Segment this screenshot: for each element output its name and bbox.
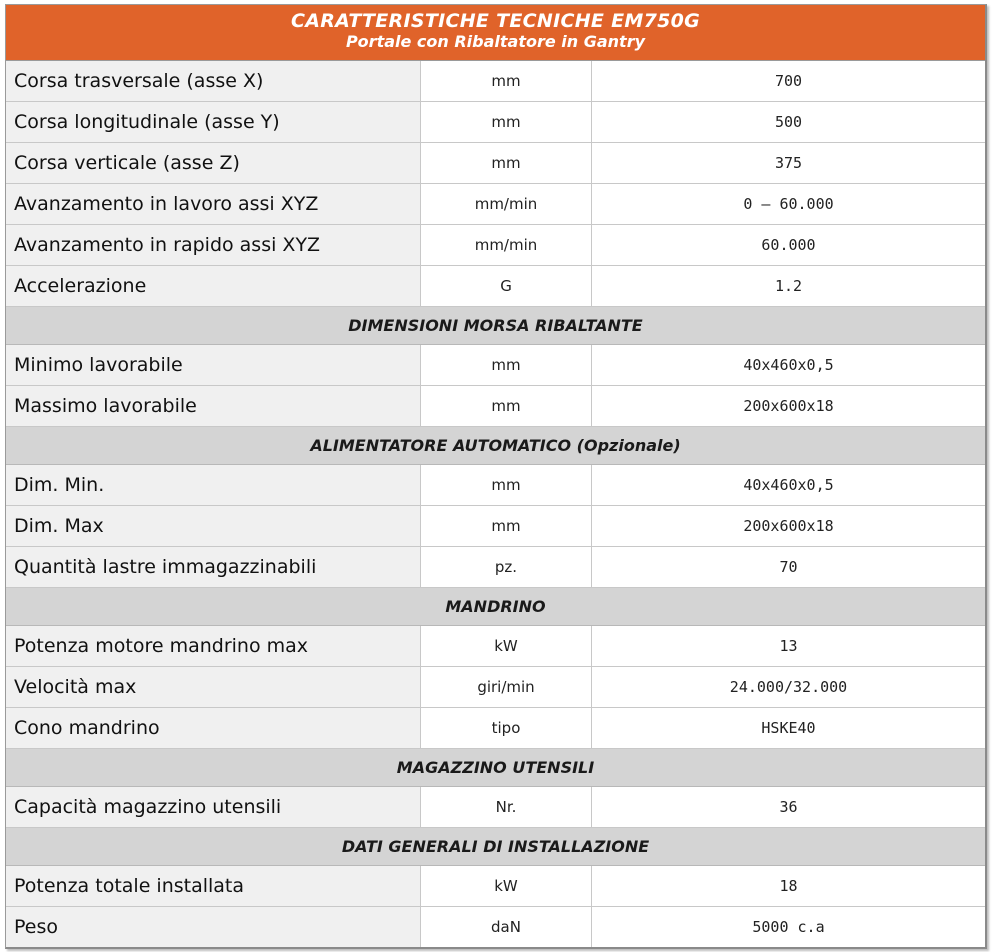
spec-label: Dim. Min. [6,465,421,506]
spec-unit: mm [421,102,592,143]
spec-row [6,184,985,225]
spec-label: Potenza totale installata [6,866,421,907]
spec-unit: mm [421,61,592,102]
spec-unit: tipo [421,708,592,749]
spec-value: 36 [592,787,986,828]
spec-unit: kW [421,626,592,667]
spec-label: Velocità max [6,667,421,708]
spec-label: Dim. Max [6,506,421,547]
spec-row [6,102,985,143]
spec-row [6,626,985,667]
spec-value: HSKE40 [592,708,986,749]
spec-sheet [5,4,987,949]
spec-row [6,225,985,266]
section-header-row [6,828,985,866]
spec-unit: G [421,266,592,307]
spec-value: 5000 c.a [752,918,825,936]
spec-row [6,345,985,386]
spec-row [6,506,985,547]
spec-label: Accelerazione [6,266,421,307]
spec-value: 200x600x18 [592,386,986,427]
spec-value: 0 – 60.000 [592,184,986,225]
spec-row [6,266,985,307]
spec-unit: mm [421,345,592,386]
spec-label: Capacità magazzino utensili [6,787,421,828]
spec-value: 375 [592,143,986,184]
spec-label: Corsa longitudinale (asse Y) [6,102,421,143]
spec-unit: mm/min [421,184,592,225]
spec-value: 60.000 [592,225,986,266]
spec-value: 500 [592,102,986,143]
spec-value: 40x460x0,5 [592,345,986,386]
spec-header [6,5,985,61]
spec-value: 70 [592,547,986,588]
section-title: DATI GENERALI DI INSTALLAZIONE [6,828,985,866]
spec-table [6,61,985,947]
spec-unit: mm [421,465,592,506]
spec-unit: Nr. [421,787,592,828]
spec-label: Quantità lastre immagazzinabili [6,547,421,588]
section-title: DIMENSIONI MORSA RIBALTANTE [6,307,985,345]
spec-label: Peso [6,907,421,948]
spec-title: CARATTERISTICHE TECNICHE EM750G [290,10,701,32]
spec-label: Minimo lavorabile [6,345,421,386]
spec-value: 700 [592,61,986,102]
spec-unit: mm/min [421,225,592,266]
section-title: ALIMENTATORE AUTOMATICO (Opzionale) [6,427,985,465]
spec-unit: mm [421,386,592,427]
spec-value: 13 [592,626,986,667]
spec-subtitle: Portale con Ribaltatore in Gantry [345,32,646,51]
spec-row [6,143,985,184]
spec-unit: mm [421,143,592,184]
spec-row [6,866,985,907]
spec-label: Avanzamento in rapido assi XYZ [6,225,421,266]
spec-label: Potenza motore mandrino max [6,626,421,667]
section-header-row [6,307,985,345]
spec-row [6,547,985,588]
spec-value: 1.2 [592,266,986,307]
spec-row [6,465,985,506]
spec-row [6,386,985,427]
spec-row [6,61,985,102]
spec-unit: giri/min [421,667,592,708]
spec-value: 40x460x0,5 [592,465,986,506]
spec-unit: kW [421,866,592,907]
spec-unit: daN [421,907,592,948]
spec-row [6,667,985,708]
spec-label: Cono mandrino [6,708,421,749]
spec-label: Corsa trasversale (asse X) [6,61,421,102]
spec-label: Avanzamento in lavoro assi XYZ [6,184,421,225]
spec-row [6,907,985,948]
spec-value: 18 [592,866,986,907]
spec-unit: pz. [421,547,592,588]
spec-unit: mm [421,506,592,547]
section-header-row [6,749,985,787]
section-header-row [6,588,985,626]
spec-label: Massimo lavorabile [6,386,421,427]
spec-label: Corsa verticale (asse Z) [6,143,421,184]
section-title: MANDRINO [6,588,985,626]
section-title: MAGAZZINO UTENSILI [6,749,985,787]
spec-value: 24.000/32.000 [592,667,986,708]
spec-row [6,787,985,828]
spec-row [6,708,985,749]
section-header-row [6,427,985,465]
spec-value: 200x600x18 [592,506,986,547]
